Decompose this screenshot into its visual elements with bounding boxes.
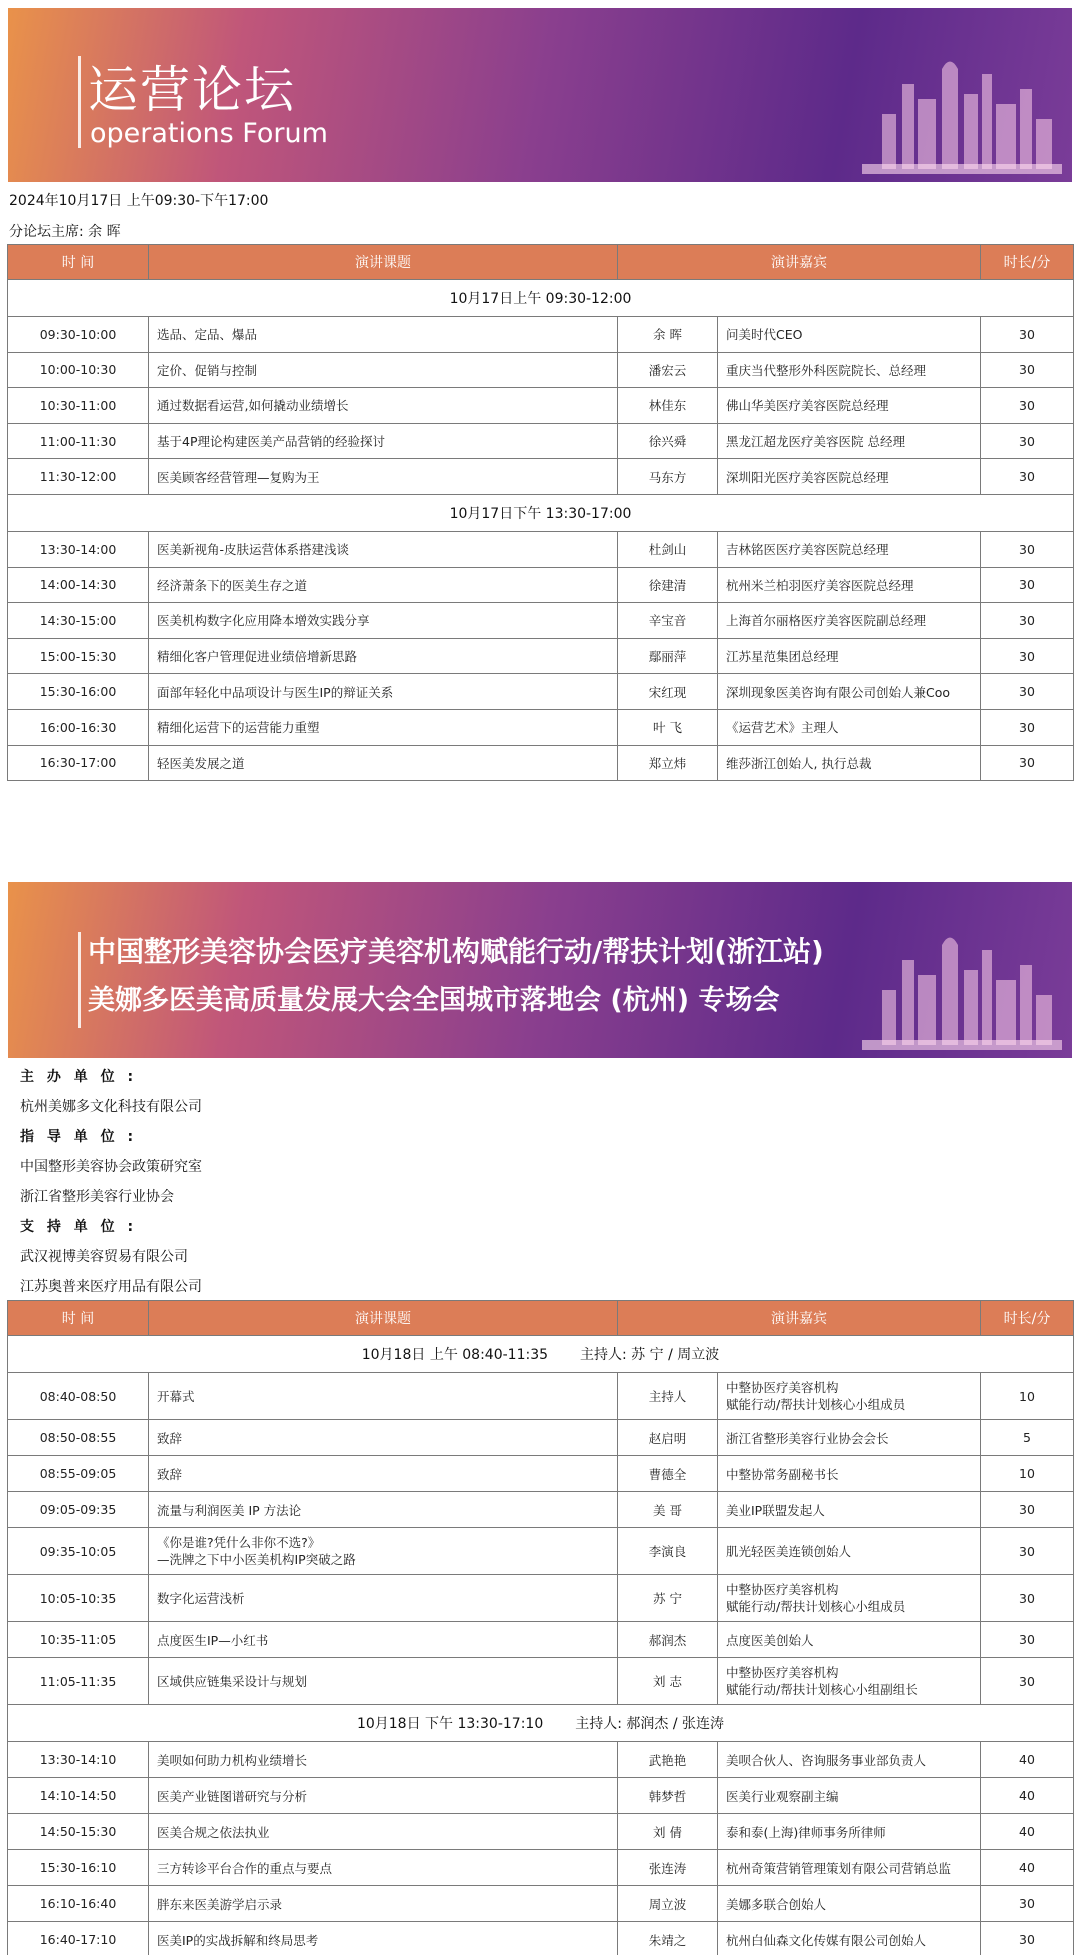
time-cell: 15:00-15:30 [8, 638, 149, 674]
topic-cell: 基于4P理论构建医美产品营销的经验探讨 [149, 423, 618, 459]
session-row [8, 280, 1074, 317]
header-duration: 时长/分 [981, 1301, 1074, 1336]
table-row [8, 603, 1074, 639]
speaker-name-cell: 朱靖之 [618, 1922, 718, 1955]
table-row [8, 531, 1074, 567]
time-cell: 16:30-17:00 [8, 745, 149, 781]
session-host: 主持人: 苏 宁 / 周立波 [580, 1347, 720, 1363]
time-cell: 16:40-17:10 [8, 1922, 149, 1955]
host-org: 杭州美娜多文化科技有限公司 [20, 1099, 202, 1115]
support-org-1: 武汉视博美容贸易有限公司 [20, 1249, 188, 1265]
speaker-name-cell: 鄢丽萍 [618, 638, 718, 674]
speaker-title-cell: 美呗合伙人、咨询服务事业部负责人 [718, 1742, 981, 1778]
speaker-name-cell: 刘 志 [618, 1658, 718, 1705]
speaker-name-cell: 苏 宁 [618, 1575, 718, 1622]
speaker-name-cell: 刘 倩 [618, 1814, 718, 1850]
time-cell: 15:30-16:10 [8, 1850, 149, 1886]
table-row [8, 1922, 1074, 1955]
speaker-title-cell-line2: 赋能行动/帮扶计划核心小组成员 [726, 1397, 906, 1412]
time-cell: 14:30-15:00 [8, 603, 149, 639]
speaker-title-cell: 问美时代CEO [718, 317, 981, 353]
speaker-title-cell: 杭州奇策营销管理策划有限公司营销总监 [718, 1850, 981, 1886]
session-time: 10月18日 下午 13:30-17:10 [356, 1716, 544, 1732]
speaker-title-cell: 杭州米兰柏羽医疗美容医院总经理 [718, 567, 981, 603]
table-row [8, 1575, 1074, 1622]
speaker-name-cell: 李演良 [618, 1528, 718, 1575]
duration-cell: 5 [981, 1420, 1074, 1456]
time-cell: 14:10-14:50 [8, 1778, 149, 1814]
table-row [8, 1850, 1074, 1886]
duration-cell: 30 [981, 745, 1074, 781]
header-topic: 演讲课题 [149, 245, 618, 280]
header-duration: 时长/分 [981, 245, 1074, 280]
table-row [8, 567, 1074, 603]
time-cell: 16:00-16:30 [8, 709, 149, 745]
topic-cell: 三方转诊平台合作的重点与要点 [149, 1850, 618, 1886]
table-row [8, 1492, 1074, 1528]
duration-cell: 30 [981, 1658, 1074, 1705]
duration-cell: 30 [981, 709, 1074, 745]
speaker-name-cell: 周立波 [618, 1886, 718, 1922]
table-row [8, 423, 1074, 459]
duration-cell: 10 [981, 1456, 1074, 1492]
speaker-title-cell-line2: 赋能行动/帮扶计划核心小组副组长 [726, 1682, 918, 1697]
table-row [8, 459, 1074, 495]
speaker-title-cell: 上海首尔丽格医疗美容医院副总经理 [718, 603, 981, 639]
duration-cell: 30 [981, 317, 1074, 353]
topic-cell: 面部年轻化中品项设计与医生IP的辩证关系 [149, 674, 618, 710]
duration-cell: 30 [981, 1622, 1074, 1658]
time-cell: 09:35-10:05 [8, 1528, 149, 1575]
topic-cell: 选品、定品、爆品 [149, 317, 618, 353]
speaker-name-cell: 林佳东 [618, 388, 718, 424]
time-cell: 10:05-10:35 [8, 1575, 149, 1622]
topic-cell: 定价、促销与控制 [149, 352, 618, 388]
session-host: 主持人: 郝润杰 / 张连涛 [575, 1716, 725, 1732]
support-org-2: 江苏奥普来医疗用品有限公司 [20, 1279, 202, 1295]
table-row [8, 709, 1074, 745]
time-cell: 14:00-14:30 [8, 567, 149, 603]
duration-cell: 40 [981, 1814, 1074, 1850]
time-cell: 08:55-09:05 [8, 1456, 149, 1492]
time-cell: 08:40-08:50 [8, 1373, 149, 1420]
duration-cell: 30 [981, 531, 1074, 567]
header-speaker: 演讲嘉宾 [618, 245, 981, 280]
speaker-name-cell: 徐兴舜 [618, 423, 718, 459]
forum-chair: 分论坛主席: 余 晖 [9, 224, 121, 240]
header-time: 时 间 [8, 245, 149, 280]
speaker-name-cell: 曹德全 [618, 1456, 718, 1492]
banner-subtitle: operations Forum [90, 118, 328, 149]
forum-banner [8, 8, 1072, 182]
topic-cell: 致辞 [149, 1456, 618, 1492]
table-row [8, 1778, 1074, 1814]
speaker-title-cell: 点度医美创始人 [718, 1622, 981, 1658]
speaker-title-cell: 吉林铭医医疗美容医院总经理 [718, 531, 981, 567]
speaker-title-cell: 杭州白仙森文化传媒有限公司创始人 [718, 1922, 981, 1955]
speaker-name-cell: 徐建清 [618, 567, 718, 603]
time-cell: 09:05-09:35 [8, 1492, 149, 1528]
table-row [8, 1373, 1074, 1420]
session-label: 10月17日上午 09:30-12:00 [8, 280, 1074, 317]
time-cell: 13:30-14:00 [8, 531, 149, 567]
speaker-name-cell: 杜剑山 [618, 531, 718, 567]
topic-cell: 医美新视角-皮肤运营体系搭建浅谈 [149, 531, 618, 567]
topic-cell: 医美顾客经营管理—复购为王 [149, 459, 618, 495]
speaker-title-cell: 深圳现象医美咨询有限公司创始人兼Coo [718, 674, 981, 710]
speaker-title-cell: 佛山华美医疗美容医院总经理 [718, 388, 981, 424]
header-time: 时 间 [8, 1301, 149, 1336]
speaker-name-cell: 主持人 [618, 1373, 718, 1420]
table-header-row [8, 245, 1074, 280]
table-row [8, 1622, 1074, 1658]
header-speaker: 演讲嘉宾 [618, 1301, 981, 1336]
speaker-title-cell: 美业IP联盟发起人 [718, 1492, 981, 1528]
table-row [8, 1528, 1074, 1575]
session-label [8, 1705, 1074, 1742]
table-row [8, 1456, 1074, 1492]
table-row [8, 674, 1074, 710]
topic-cell: 致辞 [149, 1420, 618, 1456]
duration-cell: 30 [981, 1575, 1074, 1622]
time-cell: 13:30-14:10 [8, 1742, 149, 1778]
time-cell: 08:50-08:55 [8, 1420, 149, 1456]
session-row [8, 1705, 1074, 1742]
topic-cell: 美呗如何助力机构业绩增长 [149, 1742, 618, 1778]
topic-cell: 医美产业链图谱研究与分析 [149, 1778, 618, 1814]
time-cell: 09:30-10:00 [8, 317, 149, 353]
speaker-title-cell: 肌光轻医美连锁创始人 [718, 1528, 981, 1575]
schedule-table-2 [7, 1300, 1074, 1955]
duration-cell: 30 [981, 1528, 1074, 1575]
topic-cell-line2: —洗牌之下中小医美机构IP突破之路 [157, 1552, 356, 1567]
speaker-title-cell-line2: 赋能行动/帮扶计划核心小组成员 [726, 1599, 906, 1614]
speaker-name-cell: 美 哥 [618, 1492, 718, 1528]
topic-cell: 轻医美发展之道 [149, 745, 618, 781]
duration-cell: 40 [981, 1778, 1074, 1814]
table-row [8, 1814, 1074, 1850]
table-header-row [8, 1301, 1074, 1336]
speaker-title-cell [718, 1658, 981, 1705]
table-row [8, 1658, 1074, 1705]
session-row [8, 1336, 1074, 1373]
speaker-title-cell-line1: 中整协医疗美容机构 [726, 1582, 839, 1597]
duration-cell: 40 [981, 1850, 1074, 1886]
topic-cell: 医美机构数字化应用降本增效实践分享 [149, 603, 618, 639]
speaker-name-cell: 张连涛 [618, 1850, 718, 1886]
duration-cell: 30 [981, 603, 1074, 639]
topic-cell: 精细化客户管理促进业绩倍增新思路 [149, 638, 618, 674]
topic-cell: 医美合规之依法执业 [149, 1814, 618, 1850]
host-label: 主 办 单 位 : [20, 1069, 138, 1085]
time-cell: 10:35-11:05 [8, 1622, 149, 1658]
speaker-title-cell: 深圳阳光医疗美容医院总经理 [718, 459, 981, 495]
conference-banner [8, 882, 1072, 1058]
header-topic: 演讲课题 [149, 1301, 618, 1336]
speaker-title-cell: 美娜多联合创始人 [718, 1886, 981, 1922]
speaker-name-cell: 叶 飞 [618, 709, 718, 745]
topic-cell: 通过数据看运营,如何撬动业绩增长 [149, 388, 618, 424]
table-row [8, 638, 1074, 674]
speaker-name-cell: 辛宝音 [618, 603, 718, 639]
speaker-name-cell: 潘宏云 [618, 352, 718, 388]
speaker-name-cell: 郑立炜 [618, 745, 718, 781]
time-cell: 16:10-16:40 [8, 1886, 149, 1922]
time-cell: 10:30-11:00 [8, 388, 149, 424]
table-row [8, 1886, 1074, 1922]
table-row [8, 745, 1074, 781]
speaker-title-cell [718, 1575, 981, 1622]
guide-label: 指 导 单 位 : [20, 1129, 138, 1145]
support-label: 支 持 单 位 : [20, 1219, 138, 1235]
duration-cell: 30 [981, 1886, 1074, 1922]
session-time: 10月18日 上午 08:40-11:35 [361, 1347, 549, 1363]
topic-cell: 数字化运营浅析 [149, 1575, 618, 1622]
time-cell: 11:00-11:30 [8, 423, 149, 459]
city-skyline-icon [862, 920, 1062, 1050]
speaker-name-cell: 赵启明 [618, 1420, 718, 1456]
topic-cell: 开幕式 [149, 1373, 618, 1420]
speaker-title-cell-line1: 中整协医疗美容机构 [726, 1380, 839, 1395]
table-row [8, 352, 1074, 388]
banner-divider [78, 932, 81, 1028]
city-skyline-icon [862, 44, 1062, 174]
guide-org-2: 浙江省整形美容行业协会 [20, 1189, 174, 1205]
speaker-name-cell: 马东方 [618, 459, 718, 495]
table-row [8, 1420, 1074, 1456]
session-label [8, 1336, 1074, 1373]
speaker-title-cell-line1: 中整协医疗美容机构 [726, 1665, 839, 1680]
topic-cell-line1: 《你是谁?凭什么非你不选?》 [157, 1535, 321, 1550]
duration-cell: 30 [981, 674, 1074, 710]
duration-cell: 30 [981, 423, 1074, 459]
topic-cell [149, 1528, 618, 1575]
guide-org-1: 中国整形美容协会政策研究室 [20, 1159, 202, 1175]
duration-cell: 30 [981, 1492, 1074, 1528]
session-label: 10月17日下午 13:30-17:00 [8, 494, 1074, 531]
speaker-title-cell [718, 1373, 981, 1420]
speaker-title-cell: 中整协常务副秘书长 [718, 1456, 981, 1492]
time-cell: 11:05-11:35 [8, 1658, 149, 1705]
banner-divider [78, 56, 81, 148]
topic-cell: 区域供应链集采设计与规划 [149, 1658, 618, 1705]
banner-title: 运营论坛 [88, 61, 296, 119]
speaker-title-cell: 维莎浙江创始人, 执行总裁 [718, 745, 981, 781]
table-row [8, 388, 1074, 424]
topic-cell: 医美IP的实战拆解和终局思考 [149, 1922, 618, 1955]
topic-cell: 流量与利润医美 IP 方法论 [149, 1492, 618, 1528]
duration-cell: 10 [981, 1373, 1074, 1420]
topic-cell: 点度医生IP—小红书 [149, 1622, 618, 1658]
banner-title-line2: 美娜多医美高质量发展大会全国城市落地会 (杭州) 专场会 [88, 985, 780, 1016]
duration-cell: 30 [981, 459, 1074, 495]
speaker-title-cell: 《运营艺术》主理人 [718, 709, 981, 745]
topic-cell: 经济萧条下的医美生存之道 [149, 567, 618, 603]
speaker-name-cell: 武艳艳 [618, 1742, 718, 1778]
duration-cell: 30 [981, 388, 1074, 424]
speaker-title-cell: 浙江省整形美容行业协会会长 [718, 1420, 981, 1456]
speaker-title-cell: 医美行业观察副主编 [718, 1778, 981, 1814]
duration-cell: 30 [981, 1922, 1074, 1955]
topic-cell: 胖东来医美游学启示录 [149, 1886, 618, 1922]
speaker-title-cell: 泰和泰(上海)律师事务所律师 [718, 1814, 981, 1850]
speaker-name-cell: 宋红现 [618, 674, 718, 710]
time-cell: 14:50-15:30 [8, 1814, 149, 1850]
forum-date: 2024年10月17日 上午09:30-下午17:00 [9, 193, 269, 209]
table-row [8, 1742, 1074, 1778]
table-row [8, 317, 1074, 353]
speaker-title-cell: 重庆当代整形外科医院院长、总经理 [718, 352, 981, 388]
banner-title-line1: 中国整形美容协会医疗美容机构赋能行动/帮扶计划(浙江站) [88, 935, 824, 968]
time-cell: 15:30-16:00 [8, 674, 149, 710]
speaker-name-cell: 韩梦哲 [618, 1778, 718, 1814]
duration-cell: 30 [981, 567, 1074, 603]
speaker-name-cell: 郝润杰 [618, 1622, 718, 1658]
speaker-title-cell: 黑龙江超龙医疗美容医院 总经理 [718, 423, 981, 459]
duration-cell: 30 [981, 352, 1074, 388]
time-cell: 10:00-10:30 [8, 352, 149, 388]
schedule-table-1 [7, 244, 1074, 781]
session-row [8, 494, 1074, 531]
time-cell: 11:30-12:00 [8, 459, 149, 495]
speaker-title-cell: 江苏星范集团总经理 [718, 638, 981, 674]
topic-cell: 精细化运营下的运营能力重塑 [149, 709, 618, 745]
duration-cell: 30 [981, 638, 1074, 674]
speaker-name-cell: 余 晖 [618, 317, 718, 353]
duration-cell: 40 [981, 1742, 1074, 1778]
